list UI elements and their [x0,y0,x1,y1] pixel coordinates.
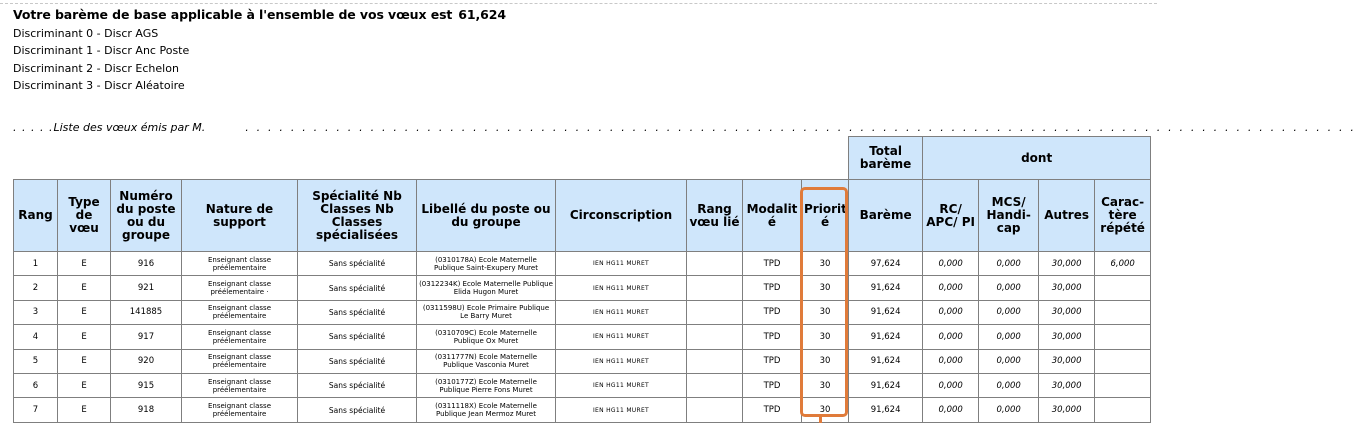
cell-specialite: Sans spécialité [298,349,417,373]
table-column-header-row [14,180,1151,252]
cell-priorite: 30 [802,276,849,300]
cell-libelle: (0310709C) Ecole Maternelle Publique Ox Muret [417,325,556,349]
cell-rang-lie [687,300,743,324]
cell-type: E [58,325,111,349]
cell-rang: 7 [14,398,58,422]
cell-bareme: 91,624 [849,373,923,397]
cell-specialite: Sans spécialité [298,325,417,349]
column-header-nature: Nature de support [182,180,298,252]
cell-rang-lie [687,349,743,373]
discriminant-2: Discriminant 2 - Discr Echelon [13,62,179,75]
column-header-libelle: Libellé du poste ou du groupe [417,180,556,252]
cell-carac [1095,300,1151,324]
cell-circ: IEN HG11 MURET [556,300,687,324]
cell-modalite: TPD [743,300,802,324]
cell-rc: 0,000 [923,300,979,324]
cell-rang: 3 [14,300,58,324]
column-header-autres: Autres [1039,180,1095,252]
cell-rang: 5 [14,349,58,373]
cell-numero: 141885 [111,300,182,324]
cell-type: E [58,373,111,397]
table-row [14,373,1151,397]
cell-rang-lie [687,373,743,397]
column-header-rang: Rang [14,180,58,252]
cell-circ: IEN HG11 MURET [556,325,687,349]
cell-bareme: 97,624 [849,252,923,276]
cell-rang-lie [687,325,743,349]
cell-autres: 30,000 [1039,373,1095,397]
cell-libelle: (0311777N) Ecole Maternelle Publique Vasconia Muret [417,349,556,373]
cell-bareme: 91,624 [849,276,923,300]
cell-libelle: (0311598U) Ecole Primaire Publique Le Barry Muret [417,300,556,324]
table-row [14,252,1151,276]
cell-numero: 918 [111,398,182,422]
bareme-summary-text: Votre barème de base applicable à l'ensemble de vos vœux est [13,7,453,22]
cell-rang: 4 [14,325,58,349]
cell-rang: 6 [14,373,58,397]
column-header-numero: Numéro du poste ou du groupe [111,180,182,252]
cell-type: E [58,252,111,276]
cell-rc: 0,000 [923,276,979,300]
wish-table [13,136,1151,423]
column-header-mcs-handicap: MCS/ Handi-cap [979,180,1039,252]
wish-list-label: Liste des vœux émis par M. [53,121,206,134]
cell-numero: 915 [111,373,182,397]
cell-bareme: 91,624 [849,398,923,422]
cell-carac [1095,276,1151,300]
bareme-summary-value: 61,624 [458,7,506,22]
cell-circ: IEN HG11 MURET [556,252,687,276]
cell-priorite: 30 [802,300,849,324]
wish-list-lead-dots: . . . . . [13,121,54,134]
cell-priorite: 30 [802,349,849,373]
cell-specialite: Sans spécialité [298,373,417,397]
cell-rang-lie [687,276,743,300]
priorite-highlight-pointer [819,417,822,423]
cell-mcs: 0,000 [979,252,1039,276]
cell-nature: Enseignant classe préélementaire [182,349,298,373]
cell-autres: 30,000 [1039,349,1095,373]
cell-carac [1095,349,1151,373]
cell-type: E [58,300,111,324]
cell-modalite: TPD [743,325,802,349]
cell-priorite: 30 [802,373,849,397]
cell-nature: Enseignant classe préélementaire [182,398,298,422]
cell-circ: IEN HG11 MURET [556,373,687,397]
cell-rc: 0,000 [923,252,979,276]
cell-carac [1095,398,1151,422]
table-row [14,300,1151,324]
cell-priorite: 30 [802,398,849,422]
column-header-type: Type de vœu [58,180,111,252]
cell-mcs: 0,000 [979,398,1039,422]
cell-carac [1095,325,1151,349]
cell-numero: 916 [111,252,182,276]
table-row [14,398,1151,422]
cell-autres: 30,000 [1039,325,1095,349]
header-spacer [14,137,849,180]
top-dashed-separator [0,3,1157,4]
cell-specialite: Sans spécialité [298,300,417,324]
cell-mcs: 0,000 [979,300,1039,324]
bareme-summary [13,7,506,22]
cell-libelle: (0311118X) Ecole Maternelle Publique Jean Mermoz Muret [417,398,556,422]
cell-modalite: TPD [743,276,802,300]
wish-list-heading [13,121,1356,134]
column-header-modalite: Modalit é [743,180,802,252]
cell-autres: 30,000 [1039,276,1095,300]
cell-specialite: Sans spécialité [298,398,417,422]
cell-carac: 6,000 [1095,252,1151,276]
discriminant-3: Discriminant 3 - Discr Aléatoire [13,79,185,92]
cell-rang-lie [687,252,743,276]
column-header-circonscription: Circonscription [556,180,687,252]
cell-rc: 0,000 [923,349,979,373]
cell-modalite: TPD [743,398,802,422]
cell-nature: Enseignant classe préélementaire [182,252,298,276]
cell-rang: 2 [14,276,58,300]
column-header-caractere-repete: Carac-tère répété [1095,180,1151,252]
cell-bareme: 91,624 [849,300,923,324]
cell-nature: Enseignant classe préélementaire [182,325,298,349]
table-row [14,325,1151,349]
column-header-rang-lie: Rang vœu lié [687,180,743,252]
cell-type: E [58,398,111,422]
cell-nature: Enseignant classe préélementaire [182,373,298,397]
cell-modalite: TPD [743,349,802,373]
cell-numero: 921 [111,276,182,300]
cell-libelle: (0310178A) Ecole Maternelle Publique Saint-Exupery Muret [417,252,556,276]
cell-libelle: (0310177Z) Ecole Maternelle Publique Pierre Fons Muret [417,373,556,397]
cell-priorite: 30 [802,325,849,349]
cell-circ: IEN HG11 MURET [556,398,687,422]
cell-autres: 30,000 [1039,252,1095,276]
cell-autres: 30,000 [1039,300,1095,324]
cell-carac [1095,373,1151,397]
cell-rc: 0,000 [923,325,979,349]
cell-modalite: TPD [743,373,802,397]
wish-list-trailing-dots: . . . . . . . . . . . . . . . . . . . . . . . . . . . . . . . . . . . . . . . . . . . . . . . . . . . . . . . . . . . . . . . . . . . . . . . . . . . . . . . . . . . . . . . . . . . . . . . . . . [245,121,1356,134]
cell-mcs: 0,000 [979,325,1039,349]
cell-bareme: 91,624 [849,325,923,349]
column-header-rc-apc-pi: RC/ APC/ PI [923,180,979,252]
cell-rang-lie [687,398,743,422]
discriminant-1: Discriminant 1 - Discr Anc Poste [13,44,190,57]
column-header-priorite: Priorit é [802,180,849,252]
cell-bareme: 91,624 [849,349,923,373]
cell-rang: 1 [14,252,58,276]
cell-mcs: 0,000 [979,349,1039,373]
cell-rc: 0,000 [923,373,979,397]
column-header-bareme: Barème [849,180,923,252]
cell-circ: IEN HG11 MURET [556,276,687,300]
cell-mcs: 0,000 [979,276,1039,300]
header-dont: dont [923,137,1151,180]
cell-rc: 0,000 [923,398,979,422]
cell-numero: 917 [111,325,182,349]
cell-specialite: Sans spécialité [298,276,417,300]
cell-mcs: 0,000 [979,373,1039,397]
table-row [14,349,1151,373]
cell-priorite: 30 [802,252,849,276]
discriminant-0: Discriminant 0 - Discr AGS [13,27,159,40]
cell-specialite: Sans spécialité [298,252,417,276]
cell-libelle: (0312234K) Ecole Maternelle Publique Elida Hugon Muret [417,276,556,300]
cell-circ: IEN HG11 MURET [556,349,687,373]
cell-autres: 30,000 [1039,398,1095,422]
header-total-bareme: Total barème [849,137,923,180]
column-header-specialite: Spécialité Nb Classes Nb Classes spécialisées [298,180,417,252]
cell-type: E [58,276,111,300]
table-row [14,276,1151,300]
cell-numero: 920 [111,349,182,373]
cell-modalite: TPD [743,252,802,276]
table-group-header-row [14,137,1151,180]
wish-table-body [14,252,1151,423]
cell-type: E [58,349,111,373]
cell-nature: Enseignant classe préélementaire [182,300,298,324]
cell-nature: Enseignant classe préélementaire · [182,276,298,300]
